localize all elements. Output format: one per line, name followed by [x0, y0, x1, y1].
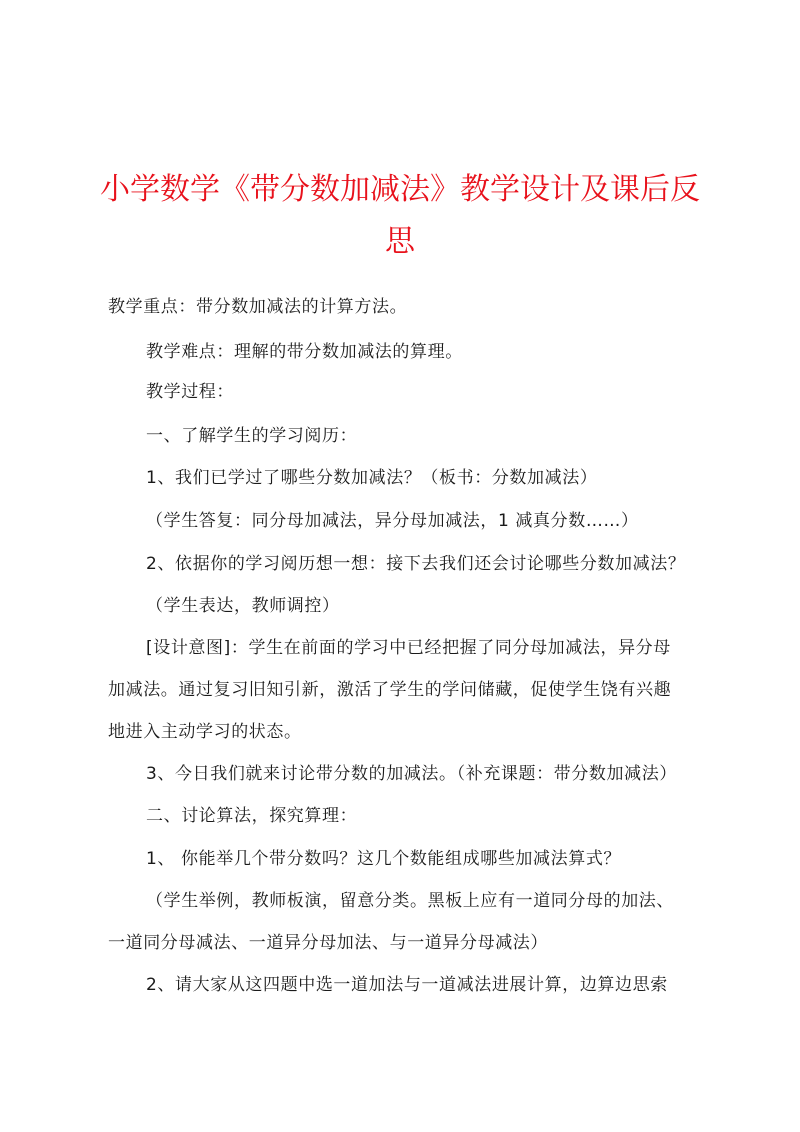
- paragraph-student-answer: （学生答复：同分母加减法，异分母加减法，1 减真分数……）: [146, 511, 639, 531]
- paragraph-question-3: 3、今日我们就来讨论带分数的加减法。（补充课题：带分数加减法）: [146, 764, 677, 784]
- paragraph-item-2: 2、请大家从这四题中选一道加法与一道减法进展计算，边算边思索: [146, 975, 668, 995]
- paragraph-student-examples-line-1: （学生举例，教师板演，留意分类。黑板上应有一道同分母的加法、: [146, 891, 674, 911]
- paragraph-item-1: 1、 你能举几个带分数吗？这几个数能组成哪些加减法算式？: [146, 849, 622, 869]
- paragraph-design-intent-line-3: 地进入主动学习的状态。: [108, 722, 302, 742]
- paragraph-student-expression: （学生表达，教师调控）: [146, 596, 340, 616]
- paragraph-question-2: 2、依据你的学习阅历想一想：接下去我们还会讨论哪些分数加减法？: [146, 554, 686, 574]
- paragraph-teaching-difficulty: 教学难点：理解的带分数加减法的算理。: [146, 342, 463, 362]
- paragraph-design-intent-line-1: [设计意图]：学生在前面的学习中已经把握了同分母加减法，异分母: [146, 638, 671, 658]
- paragraph-design-intent-line-2: 加减法。通过复习旧知引新，激活了学生的学问储藏，促使学生饶有兴趣: [108, 680, 672, 700]
- document-title-line-2: 思: [385, 224, 415, 259]
- document-title-line-1: 小学数学《带分数加减法》教学设计及课后反: [100, 172, 700, 207]
- paragraph-teaching-process: 教学过程：: [146, 382, 234, 402]
- paragraph-question-1: 1、我们已学过了哪些分数加减法？（板书：分数加减法）: [146, 468, 598, 488]
- section-heading-2: 二、讨论算法，探究算理：: [146, 806, 358, 826]
- section-heading-1: 一、了解学生的学习阅历：: [146, 426, 358, 446]
- paragraph-student-examples-line-2: 一道同分母减法、一道异分母加法、与一道异分母减法）: [108, 933, 548, 953]
- paragraph-teaching-focus: 教学重点：带分数加减法的计算方法。: [108, 297, 408, 317]
